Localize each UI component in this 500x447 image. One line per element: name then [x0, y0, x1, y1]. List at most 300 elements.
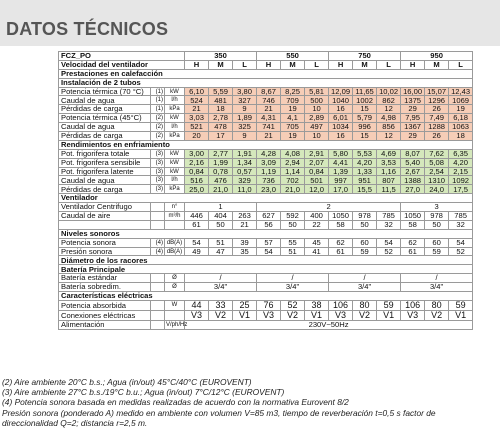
data-row: [59, 185, 473, 194]
row-label: Pot. frigorifera totale: [59, 149, 151, 158]
cell-value: 500: [305, 96, 329, 105]
row-label: Presión sonora: [59, 247, 151, 256]
cell-value: 18: [209, 105, 233, 114]
cell-value: 18: [449, 132, 473, 141]
row-unit: kPa: [165, 105, 185, 114]
cell-value: V3: [185, 310, 209, 320]
row-label: Pérdidas de carga: [59, 105, 151, 114]
cell-value: 702: [281, 176, 305, 185]
cell-value: 54: [257, 247, 281, 256]
cell-value: 61: [329, 247, 353, 256]
cell-value: 5,59: [209, 87, 233, 96]
data-row: [59, 220, 473, 229]
section-row: [59, 256, 473, 265]
row-label: Pot. frigorifera latente: [59, 167, 151, 176]
cell-value: V2: [209, 310, 233, 320]
cell-value: 6,01: [329, 114, 353, 123]
cell-value: 80: [425, 300, 449, 310]
cell-value: 19: [281, 105, 305, 114]
cell-value: 2: [257, 203, 401, 212]
row-label: Caudal de aire: [59, 212, 151, 221]
cell-value: 1050: [329, 212, 353, 221]
speed-code: L: [305, 60, 329, 69]
footnote: Presión sonora (ponderado A) medido en ambiente con volumen V=85 m3, tiempo de reverberación t=0,5 s factor de: [2, 407, 436, 418]
cell-value: 785: [377, 212, 401, 221]
cell-value: 5,08: [425, 158, 449, 167]
cell-value: 3,00: [185, 149, 209, 158]
data-row: [59, 149, 473, 158]
row-label: Caudal de agua: [59, 96, 151, 105]
cell-value: 1,89: [233, 114, 257, 123]
cell-value: 4,28: [257, 149, 281, 158]
cell-value: 50: [209, 220, 233, 229]
data-row: [59, 238, 473, 247]
cell-value: 54: [449, 238, 473, 247]
row-label: Batería sobredim.: [59, 283, 151, 292]
data-row: [59, 310, 473, 320]
cell-value: 3: [401, 203, 473, 212]
section-title: Rendimientos en enfriamiento: [59, 140, 473, 149]
cell-value: 404: [209, 212, 233, 221]
row-note: [151, 220, 165, 229]
cell-value: 29: [401, 132, 425, 141]
cell-value: V2: [353, 310, 377, 320]
cell-value: 1,34: [233, 158, 257, 167]
row-note: [151, 320, 165, 329]
cell-value: 50: [281, 220, 305, 229]
model-number: 750: [329, 52, 401, 61]
row-note: (2): [151, 114, 165, 123]
row-note: (3): [151, 158, 165, 167]
cell-value: 4,98: [377, 114, 401, 123]
row-unit: V/ph/Hz: [166, 321, 188, 328]
speed-code: L: [233, 60, 257, 69]
section-title: Características eléctricas: [59, 292, 473, 301]
cell-value: 1310: [425, 176, 449, 185]
cell-value: 25: [233, 300, 257, 310]
cell-value: 12,09: [329, 87, 353, 96]
section-title: Ventilador: [59, 194, 473, 203]
cell-value: 35: [233, 247, 257, 256]
cell-value: 44: [185, 300, 209, 310]
speed-code: L: [377, 60, 401, 69]
cell-value: V1: [305, 310, 329, 320]
cell-value: 27,0: [401, 185, 425, 194]
cell-value: 12,0: [305, 185, 329, 194]
cell-value: 59: [449, 300, 473, 310]
cell-value: 2,77: [209, 149, 233, 158]
cell-value: 5,79: [353, 114, 377, 123]
row-note: (4): [151, 247, 165, 256]
cell-value: 446: [185, 212, 209, 221]
cell-value: 11,65: [353, 87, 377, 96]
cell-value: 12: [377, 105, 401, 114]
row-unit: kPa: [165, 132, 185, 141]
row-label: Pérdidas de carga: [59, 185, 151, 194]
cell-value: /: [185, 274, 257, 283]
cell-value: 4,08: [281, 149, 305, 158]
row-unit: dB(A): [165, 238, 185, 247]
speed-label: Velocidad del ventilador: [59, 60, 185, 69]
cell-value: 6,35: [449, 149, 473, 158]
cell-value: 12: [377, 132, 401, 141]
cell-value: 0,78: [209, 167, 233, 176]
cell-value: 1,99: [209, 158, 233, 167]
cell-value: 32: [449, 220, 473, 229]
cell-value: 61: [185, 220, 209, 229]
row-label: Pot. frigorifera sensibile: [59, 158, 151, 167]
cell-value: 21: [257, 132, 281, 141]
cell-value: 400: [305, 212, 329, 221]
cell-value: 1375: [401, 96, 425, 105]
cell-value: 785: [449, 212, 473, 221]
cell-value: 709: [281, 96, 305, 105]
cell-value: 3/4": [185, 283, 257, 292]
row-label: Potencia absorbida: [59, 300, 151, 310]
model-number: 550: [257, 52, 329, 61]
cell-value: 9: [233, 105, 257, 114]
cell-value: 807: [377, 176, 401, 185]
cell-value: 2,07: [305, 158, 329, 167]
cell-value: 4,69: [377, 149, 401, 158]
section-title: Batería Principale: [59, 265, 473, 274]
section-row: [59, 265, 473, 274]
row-unit: l/h: [165, 96, 185, 105]
cell-value: 21: [257, 105, 281, 114]
cell-value: V1: [449, 310, 473, 320]
cell-value: 26: [425, 105, 449, 114]
cell-value: 7,62: [425, 149, 449, 158]
row-label: Potencia sonora: [59, 238, 151, 247]
cell-value: 2,91: [305, 149, 329, 158]
cell-value: 54: [377, 238, 401, 247]
cell-value: 3/4": [329, 283, 401, 292]
row-note: (1): [151, 105, 165, 114]
cell-value: 5,80: [329, 149, 353, 158]
row-label: Alimentación: [59, 320, 151, 329]
cell-value: V3: [257, 310, 281, 320]
data-row: [59, 87, 473, 96]
row-label: Potencia térmica (45°C): [59, 114, 151, 123]
section-title: Prestaciones en calefacción: [59, 69, 473, 78]
footnote: direccionalidad Q=2; distancia r=2,5 m.: [2, 417, 148, 428]
cell-value: 56: [257, 220, 281, 229]
row-unit: m³/h: [165, 212, 185, 221]
cell-value: 1,33: [353, 167, 377, 176]
cell-value: 7,49: [425, 114, 449, 123]
section-row: [59, 78, 473, 87]
cell-value: 21: [233, 220, 257, 229]
cell-value: 17,0: [329, 185, 353, 194]
cell-value: 8,25: [281, 87, 305, 96]
cell-value: 1,16: [377, 167, 401, 176]
technical-data-table: [58, 51, 473, 330]
cell-value: /: [329, 274, 401, 283]
row-unit: kW: [165, 87, 185, 96]
cell-value: 978: [425, 212, 449, 221]
cell-value: 997: [329, 176, 353, 185]
row-note: (1): [151, 87, 165, 96]
row-note: [151, 203, 165, 212]
cell-value: 9: [233, 132, 257, 141]
cell-value: 3/4": [401, 283, 473, 292]
row-note: (3): [151, 185, 165, 194]
row-note: (3): [151, 176, 165, 185]
row-unit: [165, 220, 185, 229]
cell-value: 230V~50Hz: [185, 320, 473, 329]
cell-value: 61: [401, 247, 425, 256]
speed-code: L: [449, 60, 473, 69]
cell-value: 23,0: [257, 185, 281, 194]
section-row: [59, 229, 473, 238]
model-number: 350: [185, 52, 257, 61]
cell-value: 2,94: [281, 158, 305, 167]
footnotes: [2, 377, 498, 428]
row-unit: Ø: [165, 283, 185, 292]
row-note: (2): [151, 132, 165, 141]
cell-value: 10: [305, 132, 329, 141]
cell-value: V1: [233, 310, 257, 320]
cell-value: 524: [185, 96, 209, 105]
cell-value: V3: [401, 310, 425, 320]
model-label: FCZ_PO: [59, 52, 185, 61]
cell-value: 4,1: [281, 114, 305, 123]
cell-value: 746: [257, 96, 281, 105]
speed-code: M: [425, 60, 449, 69]
cell-value: 15,07: [425, 87, 449, 96]
row-unit: l/h: [165, 123, 185, 132]
data-row: [59, 176, 473, 185]
cell-value: /: [257, 274, 329, 283]
cell-value: 25,0: [185, 185, 209, 194]
row-unit: [165, 310, 185, 320]
cell-value: 0,57: [233, 167, 257, 176]
data-row: [59, 300, 473, 310]
cell-value: 1063: [449, 123, 473, 132]
row-unit: W: [165, 300, 185, 310]
cell-value: 20: [185, 132, 209, 141]
cell-value: V3: [329, 310, 353, 320]
row-unit: l/h: [165, 176, 185, 185]
cell-value: 59: [377, 300, 401, 310]
cell-value: 11,5: [377, 185, 401, 194]
cell-value: 8,67: [257, 87, 281, 96]
section-row: [59, 140, 473, 149]
cell-value: 325: [233, 123, 257, 132]
cell-value: 39: [233, 238, 257, 247]
cell-value: 4,20: [449, 158, 473, 167]
row-note: (4): [151, 238, 165, 247]
cell-value: 856: [377, 123, 401, 132]
cell-value: 0,84: [305, 167, 329, 176]
cell-value: 3,03: [185, 114, 209, 123]
cell-value: V1: [377, 310, 401, 320]
cell-value: 5,53: [353, 149, 377, 158]
footnote: (4) Potencia sonora basada en medidas realizadas de acuerdo con la normativa Eurovent 8/2: [2, 397, 349, 408]
data-row: [59, 158, 473, 167]
cell-value: 52: [281, 300, 305, 310]
cell-value: 3,80: [233, 87, 257, 96]
data-row: [59, 247, 473, 256]
cell-value: 1,91: [233, 149, 257, 158]
cell-value: 1: [185, 203, 257, 212]
cell-value: 516: [185, 176, 209, 185]
cell-value: 327: [233, 96, 257, 105]
row-note: (3): [151, 167, 165, 176]
row-note: (3): [151, 149, 165, 158]
cell-value: 478: [209, 123, 233, 132]
cell-value: 1288: [425, 123, 449, 132]
cell-value: 978: [353, 212, 377, 221]
cell-value: 2,67: [401, 167, 425, 176]
cell-value: 45: [305, 238, 329, 247]
row-note: [151, 310, 165, 320]
cell-value: 741: [257, 123, 281, 132]
cell-value: 19: [281, 132, 305, 141]
cell-value: 58: [401, 220, 425, 229]
model-number: 950: [401, 52, 473, 61]
cell-value: 627: [257, 212, 281, 221]
cell-value: 41: [305, 247, 329, 256]
cell-value: 16,00: [401, 87, 425, 96]
cell-value: V2: [425, 310, 449, 320]
page-title: DATOS TÉCNICOS: [6, 19, 169, 39]
cell-value: 329: [233, 176, 257, 185]
cell-value: 1002: [353, 96, 377, 105]
row-label: Caudal de agua: [59, 176, 151, 185]
row-note: [151, 212, 165, 221]
cell-value: 1,19: [257, 167, 281, 176]
row-note: [151, 274, 165, 283]
cell-value: 15: [353, 105, 377, 114]
cell-value: 21,0: [281, 185, 305, 194]
cell-value: 2,16: [185, 158, 209, 167]
cell-value: 62: [401, 238, 425, 247]
data-row: [59, 167, 473, 176]
speed-code: H: [185, 60, 209, 69]
cell-value: 10: [305, 105, 329, 114]
row-unit: kW: [165, 167, 185, 176]
data-row: [59, 320, 473, 329]
cell-value: 58: [329, 220, 353, 229]
row-unit: dB(A): [165, 247, 185, 256]
cell-value: 19: [449, 105, 473, 114]
row-unit: kW: [165, 149, 185, 158]
speed-code: H: [329, 60, 353, 69]
cell-value: 497: [305, 123, 329, 132]
row-unit: kW: [165, 158, 185, 167]
cell-value: 16: [329, 132, 353, 141]
cell-value: 0,84: [185, 167, 209, 176]
cell-value: 106: [329, 300, 353, 310]
cell-value: 47: [209, 247, 233, 256]
cell-value: 3,09: [257, 158, 281, 167]
cell-value: 51: [209, 238, 233, 247]
cell-value: 2,15: [449, 167, 473, 176]
cell-value: 15,5: [353, 185, 377, 194]
speed-code: H: [401, 60, 425, 69]
section-row: [59, 69, 473, 78]
cell-value: 22: [305, 220, 329, 229]
cell-value: 10,02: [377, 87, 401, 96]
cell-value: 263: [233, 212, 257, 221]
cell-value: 6,18: [449, 114, 473, 123]
row-note: [151, 300, 165, 310]
cell-value: 736: [257, 176, 281, 185]
cell-value: 2,54: [425, 167, 449, 176]
cell-value: 2,78: [209, 114, 233, 123]
cell-value: 8,07: [401, 149, 425, 158]
row-label: [59, 220, 151, 229]
cell-value: 1040: [329, 96, 353, 105]
cell-value: 52: [449, 247, 473, 256]
cell-value: 4,20: [353, 158, 377, 167]
cell-value: 50: [353, 220, 377, 229]
row-unit: n°: [165, 203, 185, 212]
cell-value: 80: [353, 300, 377, 310]
cell-value: 60: [353, 238, 377, 247]
cell-value: 1388: [401, 176, 425, 185]
cell-value: 15: [353, 132, 377, 141]
cell-value: 4,41: [329, 158, 353, 167]
cell-value: 862: [377, 96, 401, 105]
cell-value: 54: [185, 238, 209, 247]
cell-value: 3/4": [257, 283, 329, 292]
row-label: Ventilador Centrifugo: [59, 203, 151, 212]
cell-value: 1092: [449, 176, 473, 185]
cell-value: 21,0: [209, 185, 233, 194]
row-label: Batería estándar: [59, 274, 151, 283]
row-label: Conexiones eléctricas: [59, 310, 151, 320]
cell-value: 49: [185, 247, 209, 256]
cell-value: 50: [425, 220, 449, 229]
cell-value: 1,14: [281, 167, 305, 176]
cell-value: 705: [281, 123, 305, 132]
row-label: Pérdidas de carga: [59, 132, 151, 141]
cell-value: 16: [329, 105, 353, 114]
cell-value: 33: [209, 300, 233, 310]
cell-value: 501: [305, 176, 329, 185]
cell-value: 32: [377, 220, 401, 229]
row-label: Caudal de agua: [59, 123, 151, 132]
cell-value: 996: [353, 123, 377, 132]
cell-value: 951: [353, 176, 377, 185]
row-unit: Ø: [165, 274, 185, 283]
section-title: Niveles sonoros: [59, 229, 473, 238]
cell-value: 481: [209, 96, 233, 105]
speed-code: M: [353, 60, 377, 69]
cell-value: 5,40: [401, 158, 425, 167]
row-unit: kW: [165, 114, 185, 123]
cell-value: 17,5: [449, 185, 473, 194]
cell-value: V2: [281, 310, 305, 320]
cell-value: 62: [329, 238, 353, 247]
cell-value: 59: [425, 247, 449, 256]
cell-value: 2,89: [305, 114, 329, 123]
cell-value: 12,43: [449, 87, 473, 96]
cell-value: 38: [305, 300, 329, 310]
cell-value: 6,10: [185, 87, 209, 96]
cell-value: 1069: [449, 96, 473, 105]
cell-value: 26: [425, 132, 449, 141]
cell-value: 29: [401, 105, 425, 114]
cell-value: 476: [209, 176, 233, 185]
section-title: Diámetro de los racores: [59, 256, 473, 265]
cell-value: 592: [281, 212, 305, 221]
section-title: Instalación de 2 tubos: [59, 78, 473, 87]
footnote: (3) Aire ambiente 27°C b.s./19°C b.u.; Agua (in/out) 7°C/12°C (EUROVENT): [2, 387, 285, 398]
cell-value: 21: [185, 105, 209, 114]
